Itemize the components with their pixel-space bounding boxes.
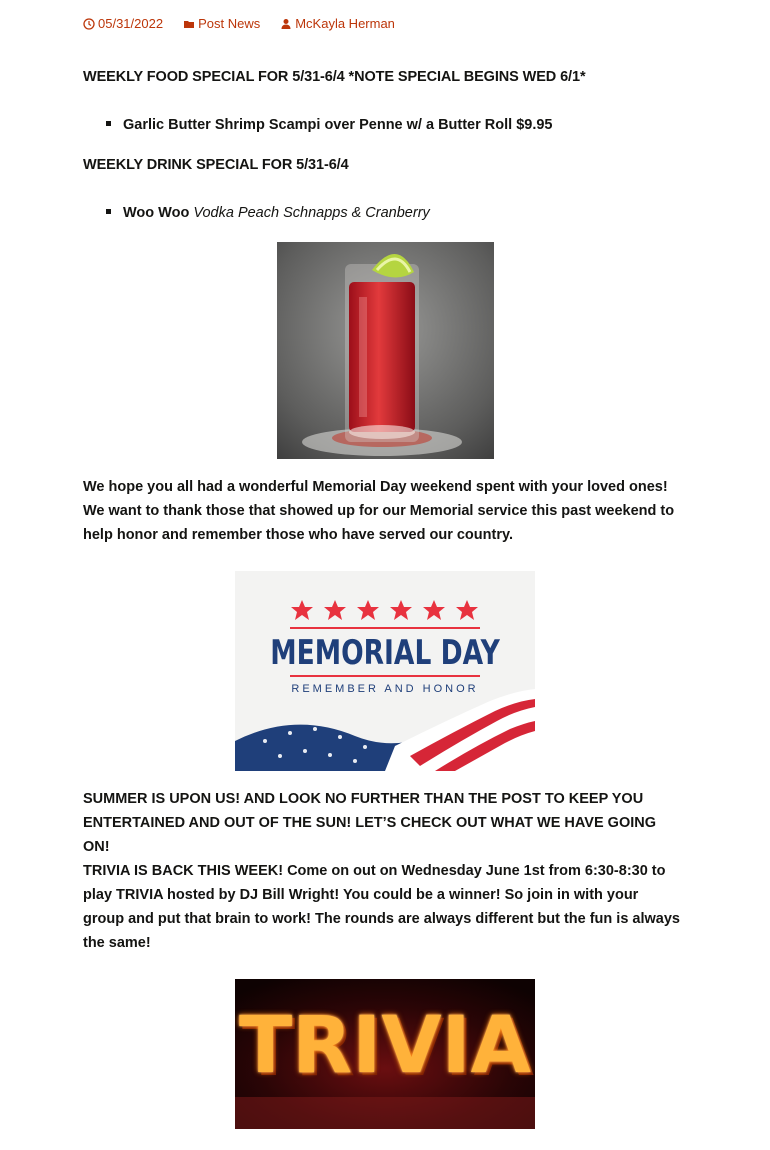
folder-icon	[183, 18, 195, 30]
drink-item-name: Woo Woo	[123, 205, 190, 221]
trivia-banner	[235, 979, 535, 1129]
post-category[interactable]: Post News	[198, 16, 261, 31]
post-author-link[interactable]	[280, 16, 395, 31]
drink-photo	[277, 242, 494, 459]
clock-icon	[83, 18, 95, 30]
drink-item-desc: Vodka Peach Schnapps & Cranberry	[193, 205, 430, 221]
bullet-icon	[106, 121, 111, 126]
bullet-icon	[106, 209, 111, 214]
drink-special-item	[106, 205, 430, 221]
drink-special-heading: WEEKLY DRINK SPECIAL FOR 5/31-6/4	[83, 157, 349, 173]
trivia-banner-text: TRIVIA	[238, 1001, 532, 1091]
food-special-heading: WEEKLY FOOD SPECIAL FOR 5/31-6/4 *NOTE SPECIAL BEGINS WED 6/1*	[83, 69, 586, 85]
user-icon	[280, 18, 292, 30]
food-special-item	[106, 117, 553, 133]
post-meta	[83, 16, 395, 31]
post-date-link[interactable]	[83, 16, 163, 31]
post-date[interactable]: 05/31/2022	[98, 16, 164, 31]
post-category-link[interactable]	[183, 16, 260, 31]
memorial-banner-subtitle: REMEMBER AND HONOR	[291, 683, 479, 695]
memorial-paragraph: We hope you all had a wonderful Memorial Day weekend spent with your loved ones! We want to thank those that showed up for our Memorial service this past weekend to help honor and remember those who have served our country.	[83, 479, 675, 543]
trivia-paragraph: TRIVIA IS BACK THIS WEEK! Come on out on Wednesday June 1st from 6:30-8:30 to play TRIVIA hosted by DJ Bill Wright! You could be a winner! So join in with your group and put that brain to work! The rounds are always different but the fun is always the same!	[83, 863, 680, 951]
food-item-text: Garlic Butter Shrimp Scampi over Penne w/ a Butter Roll $9.95	[123, 117, 553, 133]
post-author[interactable]: McKayla Herman	[295, 16, 395, 31]
memorial-banner-title: MEMORIAL DAY	[270, 633, 500, 673]
memorial-day-banner	[235, 571, 535, 771]
summer-paragraph: SUMMER IS UPON US! AND LOOK NO FURTHER THAN THE POST TO KEEP YOU ENTERTAINED AND OUT OF THE SUN! LET’S CHECK OUT WHAT WE HAVE GOING ON!	[83, 791, 657, 855]
